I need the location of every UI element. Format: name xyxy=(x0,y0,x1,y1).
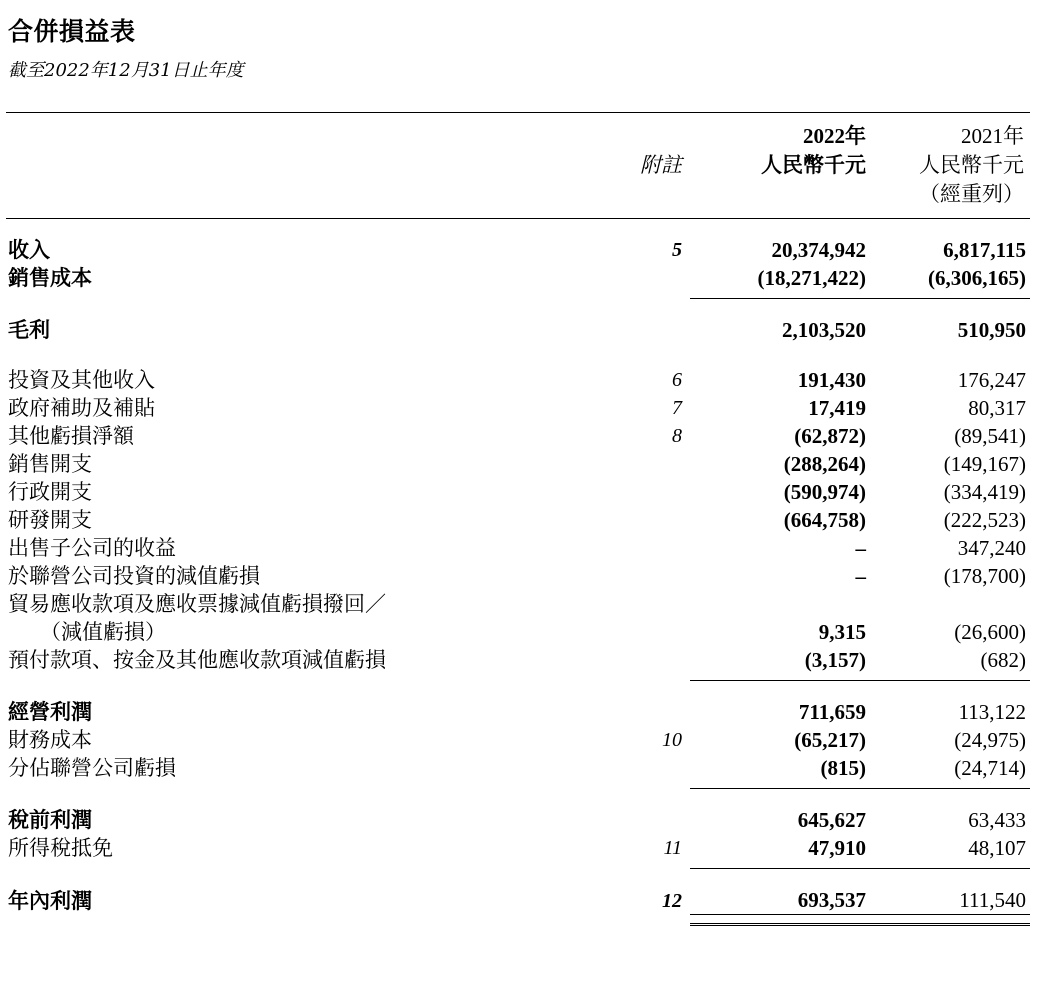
row-note xyxy=(618,534,690,562)
row-current-value: – xyxy=(855,564,866,588)
row-previous-value: 113,122 xyxy=(958,700,1026,724)
row-note xyxy=(618,698,690,726)
row-previous-value: 176,247 xyxy=(957,368,1026,392)
row-label: 其他虧損淨額 xyxy=(8,424,134,448)
row-current-value: (590,974) xyxy=(783,480,866,504)
table-row xyxy=(6,646,1030,674)
row-current-value: 17,419 xyxy=(808,396,866,420)
row-note xyxy=(618,646,690,674)
row-label: 毛利 xyxy=(8,318,50,342)
row-label: 於聯營公司投資的減值虧損 xyxy=(8,564,260,588)
header-previous-restated: （經重列） xyxy=(919,182,1024,206)
row-note xyxy=(618,562,690,590)
row-note xyxy=(618,618,690,646)
table-row xyxy=(6,618,1030,646)
table-row xyxy=(6,534,1030,562)
row-label: 研發開支 xyxy=(8,508,92,532)
table-row xyxy=(6,394,1030,422)
header-previous-year: 2021年 xyxy=(961,124,1024,148)
row-label: 出售子公司的收益 xyxy=(8,536,176,560)
row-current-value: (3,157) xyxy=(804,648,866,672)
table-row xyxy=(6,506,1030,534)
table-row xyxy=(6,698,1030,726)
row-previous-value: 6,817,115 xyxy=(943,238,1026,262)
table-row xyxy=(6,236,1030,264)
table-row xyxy=(6,450,1030,478)
total-rule xyxy=(6,915,1030,925)
table-row xyxy=(6,886,1030,915)
row-previous-value: (89,541) xyxy=(954,424,1026,448)
row-label: （減值虧損） xyxy=(40,620,166,644)
row-note: 10 xyxy=(662,729,682,751)
header-previous-unit: 人民幣千元 xyxy=(919,153,1024,177)
row-previous-value: (24,714) xyxy=(954,756,1026,780)
row-note xyxy=(618,450,690,478)
row-label: 稅前利潤 xyxy=(8,808,92,832)
row-current-value: 645,627 xyxy=(797,808,866,832)
table-row xyxy=(6,834,1030,862)
row-label: 分佔聯營公司虧損 xyxy=(8,756,176,780)
row-current-value: 191,430 xyxy=(797,368,866,392)
row-current-value: (62,872) xyxy=(794,424,866,448)
row-current-value: 20,374,942 xyxy=(771,238,866,262)
row-note: 5 xyxy=(672,239,682,261)
row-current-value: 47,910 xyxy=(808,836,866,860)
row-current-value: 711,659 xyxy=(798,700,866,724)
row-previous-value: (222,523) xyxy=(943,508,1026,532)
row-previous-value: 63,433 xyxy=(968,808,1026,832)
row-previous-value: 80,317 xyxy=(968,396,1026,420)
row-note: 8 xyxy=(672,425,682,447)
table-row xyxy=(6,726,1030,754)
row-label: 銷售成本 xyxy=(8,266,92,290)
row-label: 收入 xyxy=(8,238,50,262)
row-note xyxy=(618,506,690,534)
row-previous-value: 48,107 xyxy=(968,836,1026,860)
table-row xyxy=(6,366,1030,394)
row-previous-value: (6,306,165) xyxy=(928,266,1026,290)
row-current-value: (65,217) xyxy=(794,728,866,752)
row-previous-value xyxy=(872,590,1030,618)
row-note xyxy=(618,316,690,344)
row-note xyxy=(618,754,690,782)
row-previous-value: (24,975) xyxy=(954,728,1026,752)
row-note xyxy=(618,478,690,506)
table-header-year-row xyxy=(6,122,1030,151)
row-label: 貿易應收款項及應收票據減值虧損撥回／ xyxy=(8,592,386,616)
table-row xyxy=(6,590,1030,618)
row-previous-value: 111,540 xyxy=(959,888,1026,912)
table-row xyxy=(6,754,1030,782)
row-label: 政府補助及補貼 xyxy=(8,396,155,420)
row-label: 經營利潤 xyxy=(8,700,92,724)
table-row xyxy=(6,264,1030,292)
row-note xyxy=(618,264,690,292)
row-label: 銷售開支 xyxy=(8,452,92,476)
table-row xyxy=(6,316,1030,344)
page-title: 合併損益表 xyxy=(8,17,136,46)
income-statement-table xyxy=(6,112,1030,926)
header-note-label: 附註 xyxy=(640,153,682,177)
row-current-value xyxy=(690,590,872,618)
row-current-value: (815) xyxy=(820,756,866,780)
row-previous-value: (334,419) xyxy=(943,480,1026,504)
table-row xyxy=(6,806,1030,834)
table-header-restated-row xyxy=(6,180,1030,209)
row-previous-value: 510,950 xyxy=(957,318,1026,342)
row-note xyxy=(618,590,690,618)
table-row xyxy=(6,478,1030,506)
row-current-value: 693,537 xyxy=(797,888,866,912)
row-current-value: (664,758) xyxy=(783,508,866,532)
row-current-value: (288,264) xyxy=(783,452,866,476)
header-current-year: 2022年 xyxy=(803,124,866,148)
table-row xyxy=(6,422,1030,450)
row-current-value: 2,103,520 xyxy=(782,318,866,342)
row-label: 投資及其他收入 xyxy=(8,368,155,392)
row-label: 年內利潤 xyxy=(8,888,92,913)
row-previous-value: (26,600) xyxy=(954,620,1026,644)
header-current-unit: 人民幣千元 xyxy=(761,153,866,177)
row-previous-value: (178,700) xyxy=(943,564,1026,588)
row-current-value: (18,271,422) xyxy=(757,266,866,290)
row-note: 11 xyxy=(663,837,682,859)
row-label: 預付款項、按金及其他應收款項減值虧損 xyxy=(8,648,386,672)
row-note xyxy=(618,806,690,834)
row-label: 財務成本 xyxy=(8,728,92,752)
row-previous-value: (149,167) xyxy=(943,452,1026,476)
row-previous-value: (682) xyxy=(980,648,1026,672)
table-header-unit-row xyxy=(6,151,1030,180)
row-note: 12 xyxy=(662,889,682,912)
table-row xyxy=(6,562,1030,590)
row-label: 行政開支 xyxy=(8,480,92,504)
row-label: 所得稅抵免 xyxy=(8,836,113,860)
row-current-value: – xyxy=(855,536,866,560)
row-current-value: 9,315 xyxy=(818,620,866,644)
row-note: 7 xyxy=(672,397,682,419)
row-note: 6 xyxy=(672,369,682,391)
row-previous-value: 347,240 xyxy=(957,536,1026,560)
page-subtitle: 截至2022年12月31日止年度 xyxy=(8,60,244,81)
